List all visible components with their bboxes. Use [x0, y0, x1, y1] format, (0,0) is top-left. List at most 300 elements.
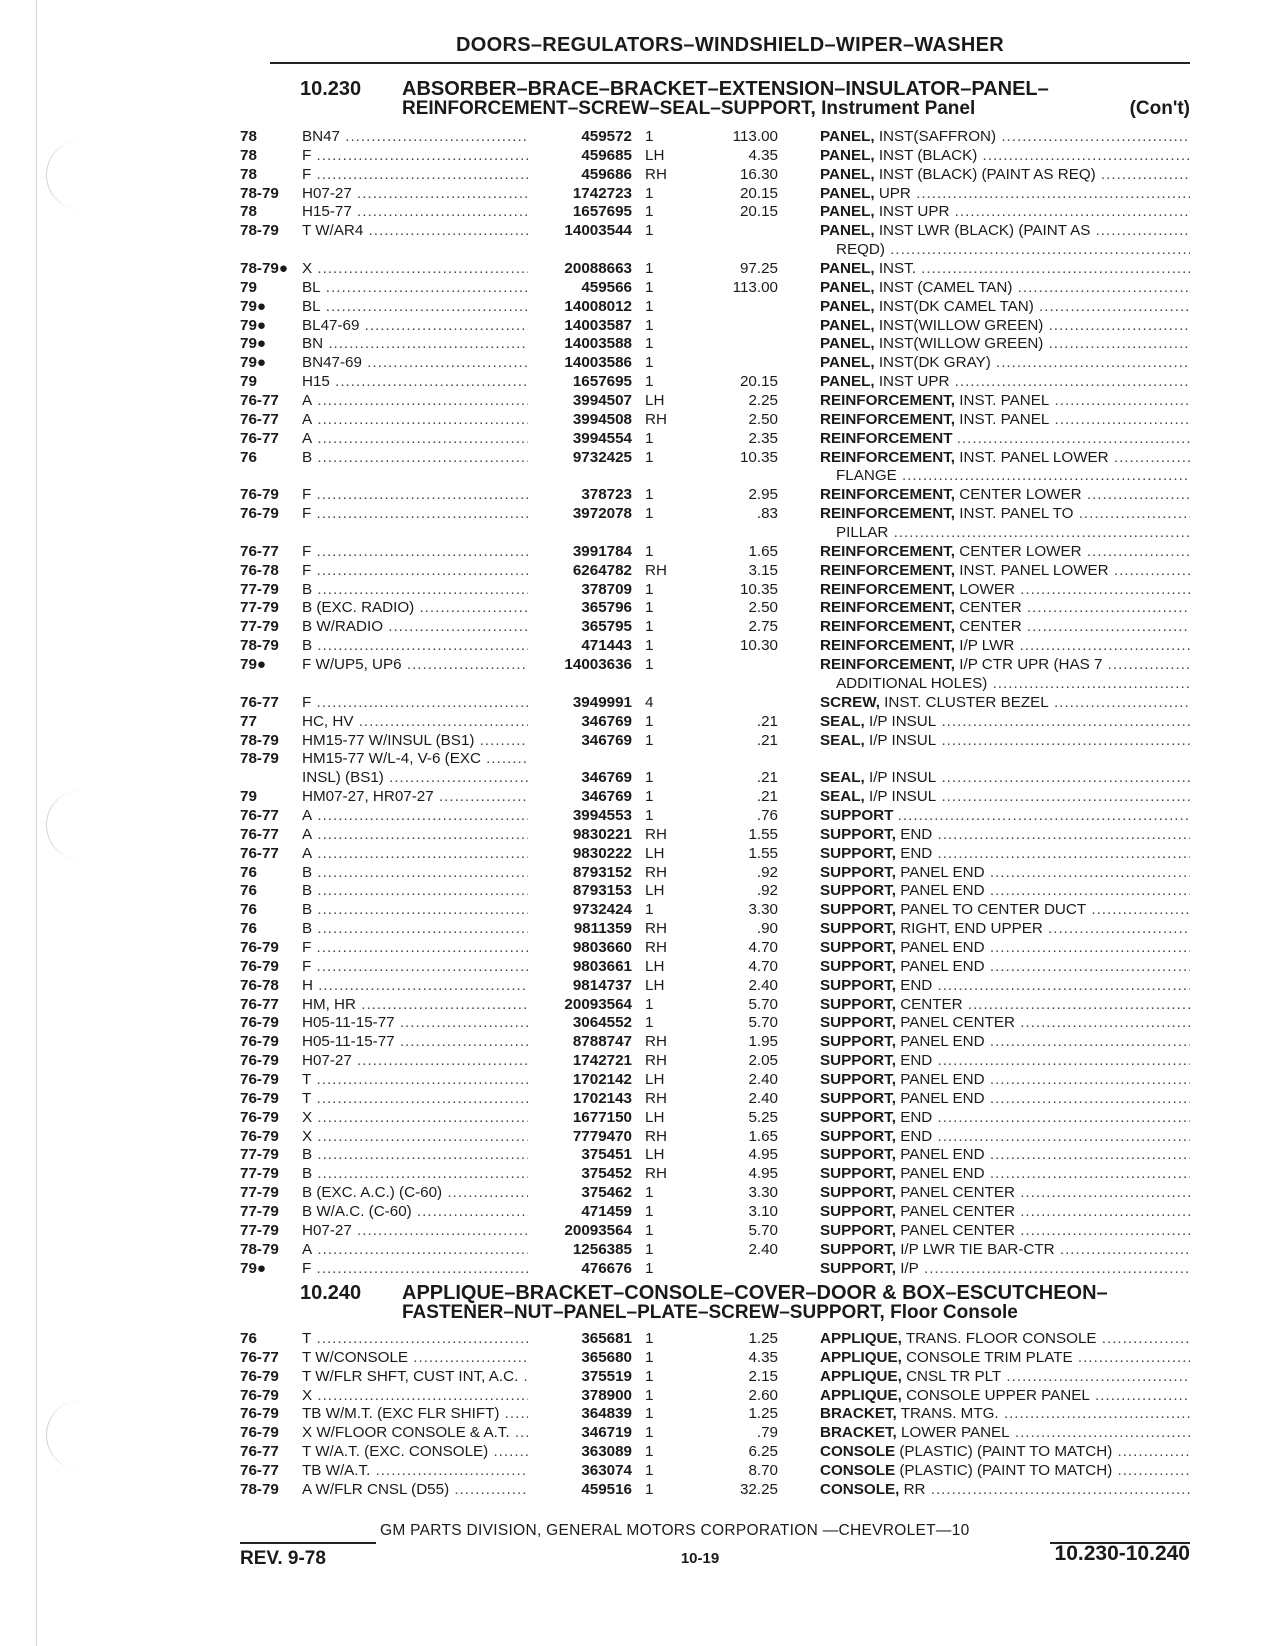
part-number-cell: 3064552: [572, 1014, 632, 1032]
description-cell: [820, 1349, 1190, 1368]
price-cell: .21: [756, 769, 778, 787]
model-cell: A .....: [302, 411, 528, 430]
part-name: BRACKET,: [820, 1405, 897, 1423]
part-number-cell: 476676: [581, 1259, 632, 1277]
model-cell: F .....: [302, 543, 528, 562]
table-row: [240, 713, 1190, 732]
part-description: CONSOLE UPPER PANEL: [906, 1386, 1090, 1404]
quantity-cell: 1: [645, 1424, 654, 1442]
part-number-cell: 8788747: [572, 1033, 632, 1051]
part-description: UPR: [878, 184, 911, 202]
table-row: [240, 1222, 1190, 1241]
quantity-cell: 1: [645, 222, 654, 240]
part-name: PANEL,: [820, 297, 875, 315]
table-row: [240, 128, 1190, 147]
part-number-cell: 378900: [581, 1386, 632, 1404]
model-cell: B (EXC. RADIO) .....: [302, 599, 528, 618]
price-cell: 5.25: [748, 1108, 778, 1126]
price-cell: .90: [756, 920, 778, 938]
description-cell: [820, 1090, 1190, 1109]
price-cell: 2.60: [748, 1386, 778, 1404]
quantity-cell: 4: [645, 693, 654, 711]
part-number-cell: 14008012: [564, 297, 632, 315]
part-name: SUPPORT,: [820, 1108, 896, 1126]
price-cell: 20.15: [739, 373, 778, 391]
part-name: SUPPORT,: [820, 1052, 896, 1070]
table-row: [240, 939, 1190, 958]
year-cell: 79: [240, 373, 257, 391]
model-cell: B .....: [302, 920, 528, 939]
description-cell: [820, 317, 1190, 336]
part-description: INST UPR: [878, 373, 950, 391]
part-description: INST LWR (BLACK) (PAINT AS: [878, 222, 1091, 240]
description-cell: [820, 279, 1190, 298]
table-row: [240, 486, 1190, 505]
model-cell: H07-27 .....: [302, 1222, 528, 1241]
model-cell: F .....: [302, 1260, 528, 1279]
parts-list-10-230: [240, 128, 1190, 1278]
part-number-cell: 346769: [581, 731, 632, 749]
table-row: [240, 1260, 1190, 1279]
table-row: [240, 222, 1190, 241]
description-cell: [820, 1184, 1190, 1203]
table-row: [240, 147, 1190, 166]
part-description: INST(WILLOW GREEN): [878, 316, 1044, 334]
model-cell: INSL) (BS1) .....: [302, 769, 528, 788]
table-row: [240, 1462, 1190, 1481]
part-name: REINFORCEMENT,: [820, 599, 956, 617]
part-name: PANEL,: [820, 222, 875, 240]
description-cell: [820, 128, 1190, 147]
year-cell: 78-79●: [240, 260, 289, 278]
table-row: [240, 788, 1190, 807]
quantity-cell: RH: [645, 938, 667, 956]
part-name: PANEL,: [820, 128, 875, 145]
part-name: PANEL,: [820, 184, 875, 202]
part-name: REINFORCEMENT,: [820, 542, 956, 560]
price-cell: 2.50: [748, 410, 778, 428]
part-name: REINFORCEMENT,: [820, 656, 956, 674]
model-cell: F .....: [302, 958, 528, 977]
quantity-cell: RH: [645, 1165, 667, 1183]
part-description: INST (BLACK): [878, 146, 978, 164]
quantity-cell: 1: [645, 505, 654, 523]
part-description: PANEL END: [900, 1070, 985, 1088]
part-name: REINFORCEMENT,: [820, 580, 956, 598]
quantity-cell: 1: [645, 128, 654, 145]
year-cell: 76-77: [240, 1348, 279, 1366]
part-description: ADDITIONAL HOLES): [836, 674, 988, 692]
quantity-cell: 1: [645, 806, 654, 824]
table-row: [240, 1349, 1190, 1368]
part-number-cell: 1256385: [572, 1240, 632, 1258]
quantity-cell: LH: [645, 976, 665, 994]
model-cell: X .....: [302, 260, 528, 279]
part-description: LOWER PANEL: [901, 1424, 1010, 1442]
price-cell: 4.35: [748, 1348, 778, 1366]
part-number-cell: 378709: [581, 580, 632, 598]
model-cell: HM, HR .....: [302, 996, 528, 1015]
price-cell: 20.15: [739, 184, 778, 202]
table-row: [240, 732, 1190, 751]
year-cell: 79: [240, 788, 257, 806]
description-cell: [820, 1014, 1190, 1033]
part-number-cell: 9830221: [572, 825, 632, 843]
model-cell: B .....: [302, 449, 528, 468]
price-cell: 1.25: [748, 1330, 778, 1347]
price-cell: 4.35: [748, 146, 778, 164]
part-number-cell: 14003544: [564, 222, 632, 240]
section-range: 10.230-10.240: [1054, 1542, 1190, 1565]
table-row: [240, 543, 1190, 562]
part-description: I/P CTR UPR (HAS 7: [959, 656, 1103, 674]
description-cell: [820, 977, 1190, 996]
page-title: DOORS–REGULATORS–WINDSHIELD–WIPER–WASHER: [456, 34, 1004, 56]
year-cell: 76-79: [240, 1070, 279, 1088]
description-cell: [820, 599, 1190, 618]
part-number-cell: 14003588: [564, 335, 632, 353]
part-name: APPLIQUE,: [820, 1367, 902, 1385]
table-row: [240, 694, 1190, 713]
part-name: PANEL,: [820, 260, 875, 278]
part-description: INST. PANEL LOWER: [959, 561, 1109, 579]
description-cell: [820, 1222, 1190, 1241]
year-cell: 76: [240, 863, 257, 881]
description-cell: [836, 675, 1190, 694]
price-cell: 1.25: [748, 1405, 778, 1423]
part-number-cell: 14003636: [564, 656, 632, 674]
table-row: [240, 1165, 1190, 1184]
year-cell: 77-79: [240, 1221, 279, 1239]
model-cell: T W/AR4 .....: [302, 222, 528, 241]
part-number-cell: 459572: [581, 128, 632, 145]
part-name: PANEL,: [820, 146, 875, 164]
quantity-cell: LH: [645, 392, 665, 410]
year-cell: 78-79: [240, 1480, 279, 1498]
price-cell: 1.65: [748, 542, 778, 560]
quantity-cell: RH: [645, 863, 667, 881]
year-cell: 77-79: [240, 1146, 279, 1164]
price-cell: 2.75: [748, 618, 778, 636]
table-row: [240, 1387, 1190, 1406]
table-row: [240, 1443, 1190, 1462]
year-cell: 78: [240, 203, 257, 221]
table-row: [240, 203, 1190, 222]
part-number-cell: 9803661: [572, 957, 632, 975]
table-row: [240, 656, 1190, 675]
part-number-cell: 459686: [581, 165, 632, 183]
part-number-cell: 471459: [581, 1202, 632, 1220]
punch-hole: [46, 140, 117, 210]
part-description: INST (BLACK) (PAINT AS REQ): [878, 165, 1096, 183]
part-name: SUPPORT,: [820, 844, 896, 862]
part-number-cell: 375519: [581, 1367, 632, 1385]
part-name: SCREW,: [820, 693, 880, 711]
part-description: PANEL CENTER: [900, 1184, 1015, 1202]
part-description: END: [900, 1127, 933, 1145]
description-cell: [820, 845, 1190, 864]
year-cell: 78-79: [240, 222, 279, 240]
model-cell: X .....: [302, 1387, 528, 1406]
quantity-cell: 1: [645, 486, 654, 504]
part-description: PANEL END: [900, 1089, 985, 1107]
part-name: PANEL,: [820, 373, 875, 391]
part-description: (PLASTIC) (PAINT TO MATCH): [899, 1462, 1113, 1480]
quantity-cell: RH: [645, 825, 667, 843]
year-cell: 76-77: [240, 542, 279, 560]
part-number-cell: 375451: [581, 1146, 632, 1164]
table-row: [240, 1146, 1190, 1165]
quantity-cell: LH: [645, 844, 665, 862]
quantity-cell: 1: [645, 1348, 654, 1366]
part-description: END: [900, 1052, 933, 1070]
part-description: TRANS. FLOOR CONSOLE: [905, 1330, 1097, 1347]
year-cell: 76-79: [240, 1424, 279, 1442]
part-name: SUPPORT,: [820, 1202, 896, 1220]
part-name: PANEL,: [820, 316, 875, 334]
part-number-cell: 20088663: [564, 260, 632, 278]
part-name: SUPPORT,: [820, 1240, 896, 1258]
part-number-cell: 1702143: [572, 1089, 632, 1107]
price-cell: 1.95: [748, 1033, 778, 1051]
description-cell: [820, 373, 1190, 392]
quantity-cell: 1: [645, 618, 654, 636]
model-cell: BN47-69 .....: [302, 354, 528, 373]
quantity-cell: RH: [645, 920, 667, 938]
part-number-cell: 346769: [581, 712, 632, 730]
model-cell: X .....: [302, 1128, 528, 1147]
quantity-cell: 1: [645, 1184, 654, 1202]
part-number-cell: 9811359: [573, 920, 632, 938]
title-rule: [270, 62, 1190, 64]
year-cell: 79●: [240, 316, 267, 334]
table-row: [240, 1033, 1190, 1052]
table-row: [240, 826, 1190, 845]
quantity-cell: 1: [645, 637, 654, 655]
year-cell: 76-77: [240, 825, 279, 843]
table-row: [240, 901, 1190, 920]
table-row: [240, 1014, 1190, 1033]
description-cell: [820, 222, 1190, 241]
price-cell: 10.30: [739, 637, 778, 655]
part-number-cell: 20093564: [564, 1221, 632, 1239]
year-cell: 77-79: [240, 618, 279, 636]
model-cell: T .....: [302, 1071, 528, 1090]
punch-hole: [46, 790, 117, 860]
part-name: REINFORCEMENT,: [820, 561, 956, 579]
price-cell: 1.55: [748, 825, 778, 843]
model-cell: F W/UP5, UP6 .....: [302, 656, 528, 675]
page-number: 10-19: [680, 1550, 720, 1567]
part-number-cell: 6264782: [572, 561, 632, 579]
table-row: [240, 977, 1190, 996]
quantity-cell: 1: [645, 712, 654, 730]
year-cell: 79: [240, 278, 257, 296]
part-number-cell: 9732424: [572, 901, 632, 919]
part-description: PANEL END: [900, 863, 985, 881]
table-row: [240, 599, 1190, 618]
price-cell: 5.70: [748, 1014, 778, 1032]
quantity-cell: 1: [645, 1330, 654, 1347]
year-cell: 76-77: [240, 410, 279, 428]
quantity-cell: 1: [645, 278, 654, 296]
part-description: PANEL END: [900, 957, 985, 975]
model-cell: TB W/A.T. .....: [302, 1462, 528, 1481]
quantity-cell: 1: [645, 1259, 654, 1277]
part-name: SUPPORT,: [820, 1070, 896, 1088]
year-cell: 76-79: [240, 938, 279, 956]
part-name: REINFORCEMENT,: [820, 392, 956, 410]
year-cell: 78: [240, 128, 257, 145]
table-row: [240, 1109, 1190, 1128]
table-row: [240, 769, 1190, 788]
revision-label: REV. 9-78: [240, 1548, 326, 1569]
part-name: REINFORCEMENT,: [820, 410, 956, 428]
quantity-cell: 1: [645, 769, 654, 787]
table-row: [240, 1368, 1190, 1387]
year-cell: 79●: [240, 656, 267, 674]
model-cell: F .....: [302, 147, 528, 166]
price-cell: 4.70: [748, 957, 778, 975]
quantity-cell: 1: [645, 731, 654, 749]
year-cell: 78-79: [240, 1240, 279, 1258]
model-cell: B .....: [302, 901, 528, 920]
part-number-cell: 375452: [581, 1165, 632, 1183]
model-cell: T W/CONSOLE .....: [302, 1349, 528, 1368]
quantity-cell: 1: [645, 184, 654, 202]
quantity-cell: 1: [645, 1240, 654, 1258]
year-cell: 76-78: [240, 976, 279, 994]
model-cell: BN .....: [302, 335, 528, 354]
year-cell: 79●: [240, 354, 267, 372]
quantity-cell: 1: [645, 656, 654, 674]
part-description: INST. PANEL: [959, 410, 1050, 428]
part-number-cell: 3972078: [572, 505, 632, 523]
section-title-line1: APPLIQUE–BRACKET–CONSOLE–COVER–DOOR & BOX–ESCUTCHEON–: [402, 1282, 1108, 1304]
model-cell: A .....: [302, 1241, 528, 1260]
model-cell: BL47-69 .....: [302, 317, 528, 336]
part-name: REINFORCEMENT,: [820, 486, 956, 504]
model-cell: F .....: [302, 939, 528, 958]
year-cell: 76-79: [240, 1405, 279, 1423]
quantity-cell: 1: [645, 901, 654, 919]
price-cell: 32.25: [739, 1480, 778, 1498]
description-cell: [820, 656, 1190, 675]
part-number-cell: 3994554: [572, 429, 632, 447]
part-name: REINFORCEMENT: [820, 429, 953, 447]
table-row: [240, 1405, 1190, 1424]
part-description: (PLASTIC) (PAINT TO MATCH): [899, 1443, 1113, 1461]
table-row: [240, 845, 1190, 864]
description-cell: [820, 826, 1190, 845]
quantity-cell: 1: [645, 260, 654, 278]
part-description: PANEL CENTER: [900, 1014, 1015, 1032]
part-name: CONSOLE: [820, 1443, 896, 1461]
description-cell: [820, 335, 1190, 354]
description-cell: [820, 637, 1190, 656]
price-cell: .21: [756, 788, 778, 806]
model-cell: B .....: [302, 581, 528, 600]
model-cell: A .....: [302, 845, 528, 864]
part-description: INST. PANEL LOWER: [959, 448, 1109, 466]
part-description: I/P INSUL: [868, 769, 937, 787]
price-cell: 5.70: [748, 1221, 778, 1239]
model-cell: B .....: [302, 864, 528, 883]
punch-hole: [46, 1400, 117, 1470]
part-description: INST.: [878, 260, 916, 278]
year-cell: 76: [240, 901, 257, 919]
model-cell: HM07-27, HR07-27 .....: [302, 788, 528, 807]
part-name: SUPPORT,: [820, 901, 896, 919]
quantity-cell: 1: [645, 1014, 654, 1032]
part-name: SUPPORT,: [820, 825, 896, 843]
part-name: SUPPORT,: [820, 1184, 896, 1202]
part-name: SUPPORT,: [820, 1259, 896, 1277]
table-row-continuation: [240, 524, 1190, 543]
part-name: CONSOLE: [820, 1462, 896, 1480]
model-cell: H15-77 .....: [302, 203, 528, 222]
model-cell: H .....: [302, 977, 528, 996]
price-cell: 4.95: [748, 1165, 778, 1183]
model-cell: B W/RADIO .....: [302, 618, 528, 637]
description-cell: [820, 1128, 1190, 1147]
part-description: CENTER: [959, 599, 1022, 617]
part-name: SUPPORT,: [820, 1033, 896, 1051]
year-cell: 78-79: [240, 637, 279, 655]
model-cell: B (EXC. A.C.) (C-60) .....: [302, 1184, 528, 1203]
model-cell: H07-27 .....: [302, 1052, 528, 1071]
part-name: APPLIQUE,: [820, 1348, 902, 1366]
model-cell: T W/FLR SHFT, CUST INT, A.C. .....: [302, 1368, 528, 1387]
quantity-cell: 1: [645, 1386, 654, 1404]
quantity-cell: 1: [645, 599, 654, 617]
table-row: [240, 996, 1190, 1015]
model-cell: B .....: [302, 637, 528, 656]
description-cell: [820, 1330, 1190, 1349]
price-cell: 2.40: [748, 1240, 778, 1258]
part-description: CENTER LOWER: [959, 486, 1082, 504]
continued-label: (Con't): [1129, 98, 1190, 119]
model-cell: BL .....: [302, 298, 528, 317]
price-cell: .92: [756, 882, 778, 900]
model-cell: BL .....: [302, 279, 528, 298]
quantity-cell: LH: [645, 1108, 665, 1126]
description-cell: [820, 713, 1190, 732]
year-cell: 76-79: [240, 1108, 279, 1126]
model-cell: F .....: [302, 505, 528, 524]
footer-rule: [240, 1542, 376, 1544]
year-cell: 78-79: [240, 731, 279, 749]
part-description: I/P LWR TIE BAR-CTR: [900, 1240, 1055, 1258]
year-cell: 76-79: [240, 957, 279, 975]
table-row: [240, 185, 1190, 204]
description-cell: [820, 562, 1190, 581]
table-row: [240, 1128, 1190, 1147]
section-number: 10.240: [300, 1282, 362, 1304]
model-cell: A .....: [302, 826, 528, 845]
part-name: PANEL,: [820, 278, 875, 296]
table-row: [240, 1071, 1190, 1090]
table-row: [240, 1203, 1190, 1222]
year-cell: 77-79: [240, 599, 279, 617]
section-title-line1: ABSORBER–BRACE–BRACKET–EXTENSION–INSULATOR–PANEL–: [402, 78, 1049, 100]
year-cell: 76-79: [240, 1033, 279, 1051]
model-cell: A .....: [302, 430, 528, 449]
price-cell: .21: [756, 712, 778, 730]
part-name: PANEL,: [820, 354, 875, 372]
quantity-cell: 1: [645, 373, 654, 391]
part-description: END: [900, 976, 933, 994]
